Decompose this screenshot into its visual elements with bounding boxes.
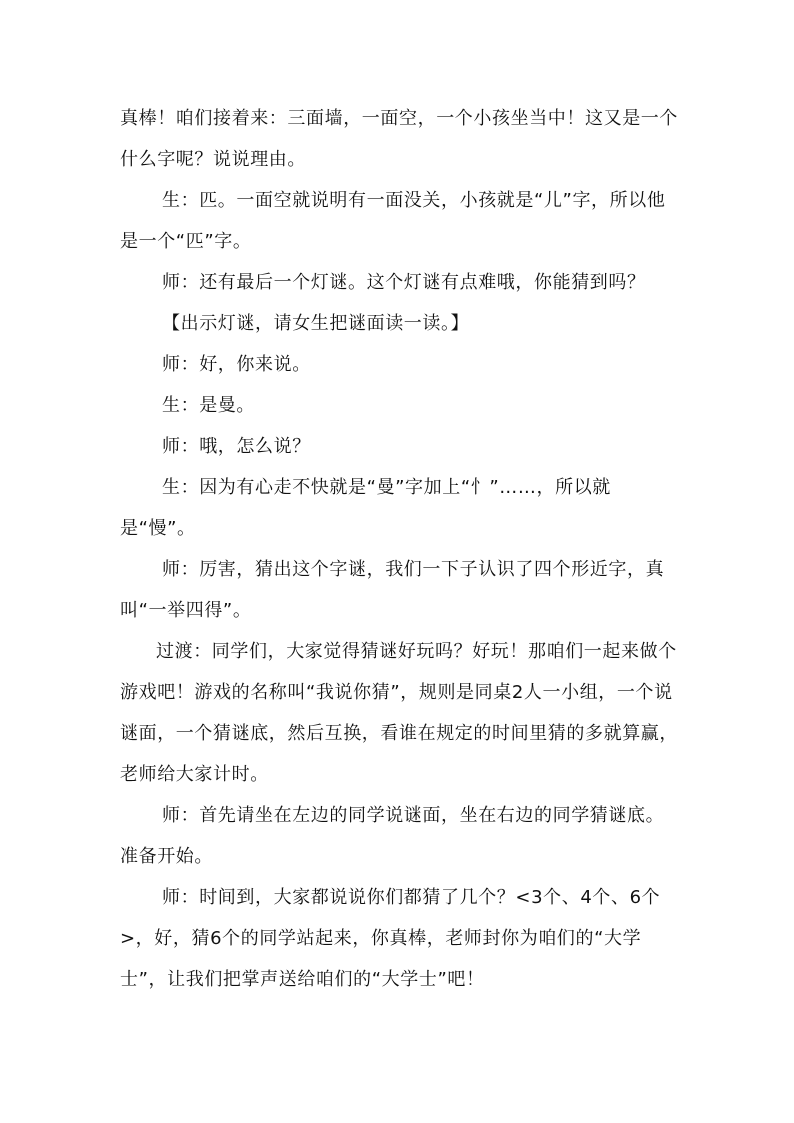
paragraph-show-riddle: 【出示灯谜，请女生把谜面读一读。】 [162,313,470,334]
paragraph-transition: 过渡：同学们，大家觉得猜谜好玩吗？好玩！那咱们一起来做个游戏吧！游戏的名称叫“我说你猜”，规则是同桌2人一小组，一个说谜面，一个猜谜底，然后互换，看谁在规定的时间里猜的多就算赢，老师给大家计时。 [120,641,678,785]
paragraph-teacher-last-riddle: 师：还有最后一个灯谜。这个灯谜有点难哦，你能猜到吗？ [162,272,646,293]
document-body [120,98,680,1000]
paragraph-teacher-you-say: 师：好，你来说。 [162,354,311,375]
paragraph-student-explain: 生：因为有心走不快就是“曼”字加上“忄”……，所以就是“慢”。 [120,477,611,539]
paragraph-teacher-how: 师：哦，怎么说？ [162,436,311,457]
paragraph-intro: 真棒！咱们接着来：三面墙，一面空，一个小孩坐当中！这又是一个什么字呢？说说理由。 [120,108,678,170]
paragraph-teacher-start: 师：首先请坐在左边的同学说谜面，坐在右边的同学猜谜底。准备开始。 [120,805,665,867]
paragraph-teacher-time-up: 师：时间到，大家都说说你们都猜了几个？<3个、4个、6个>，好，猜6个的同学站起来，你真棒，老师封你为咱们的“大学士”，让我们把掌声送给咱们的“大学士”吧！ [120,887,661,990]
paragraph-student-man: 生：是曼。 [162,395,255,416]
paragraph-student-answer-1: 生：匹。一面空就说明有一面没关，小孩就是“儿”字，所以他是一个“匹”字。 [120,190,666,252]
paragraph-teacher-praise: 师：厉害，猜出这个字谜，我们一下子认识了四个形近字，真叫“一举四得”。 [120,559,665,621]
